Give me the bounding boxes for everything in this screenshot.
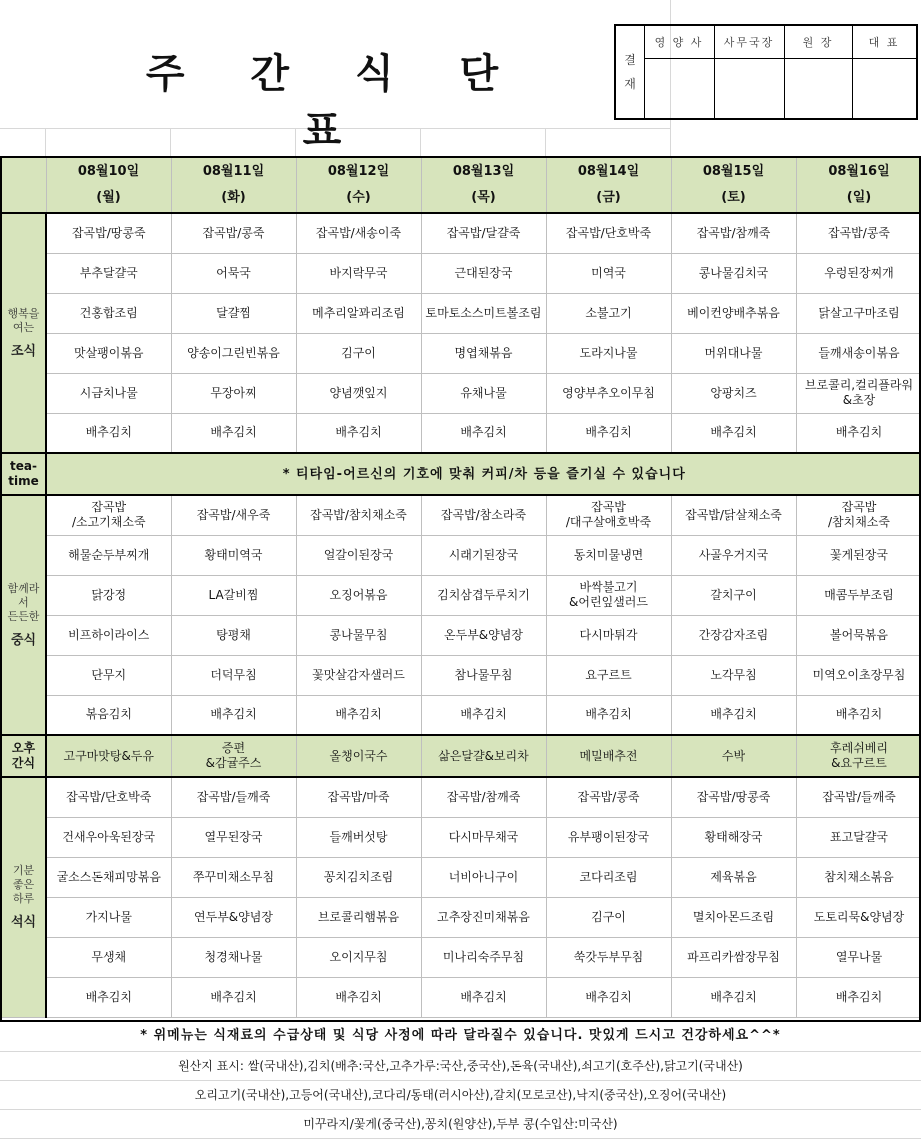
breakfast-menu-item: 배추김치	[546, 413, 671, 453]
table-row	[1, 655, 921, 695]
approval-label: 결 재	[616, 26, 645, 118]
breakfast-menu-item: 배추김치	[296, 413, 421, 453]
breakfast-menu-item: 토마토소스미트볼조림	[421, 293, 546, 333]
breakfast-menu-item: 잡곡밥/콩죽	[171, 213, 296, 253]
lunch-menu-item: 잡곡밥/새우죽	[171, 495, 296, 535]
corner-cell	[1, 157, 46, 213]
breakfast-menu-item: 소불고기	[546, 293, 671, 333]
lunch-menu-item: 배추김치	[421, 695, 546, 735]
dinner-menu-item: 잡곡밥/마죽	[296, 777, 421, 817]
breakfast-menu-item: 시금치나물	[46, 373, 171, 413]
snack-item: 수박	[671, 735, 796, 777]
breakfast-menu-item: 유채나물	[421, 373, 546, 413]
lunch-menu-item: LA갈비찜	[171, 575, 296, 615]
breakfast-menu-item: 미역국	[546, 253, 671, 293]
day-header: 08월10일 (월)	[46, 157, 171, 213]
lunch-menu-item: 잡곡밥/닭살채소죽	[671, 495, 796, 535]
table-row	[1, 695, 921, 735]
snack-item: 증편 &감귤주스	[171, 735, 296, 777]
footer	[0, 1021, 921, 1139]
breakfast-menu-item: 어묵국	[171, 253, 296, 293]
dinner-menu-item: 배추김치	[421, 977, 546, 1017]
breakfast-menu-item: 배추김치	[671, 413, 796, 453]
lunch-menu-item: 닭강정	[46, 575, 171, 615]
table-row	[1, 777, 921, 817]
breakfast-label: 행복을 여는 조식	[1, 213, 46, 453]
lunch-menu-item: 볼어묵볶음	[796, 615, 921, 655]
lunch-menu-item: 탕평채	[171, 615, 296, 655]
dinner-menu-item: 참치채소볶음	[796, 857, 921, 897]
table-row	[1, 495, 921, 535]
table-row	[1, 615, 921, 655]
breakfast-menu-item: 잡곡밥/새송이죽	[296, 213, 421, 253]
snack-item: 삶은달걀&보리차	[421, 735, 546, 777]
snack-item: 메밀배추전	[546, 735, 671, 777]
dinner-menu-item: 연두부&양념장	[171, 897, 296, 937]
dinner-menu-item: 미나리숙주무침	[421, 937, 546, 977]
day-header: 08월11일 (화)	[171, 157, 296, 213]
table-row	[1, 977, 921, 1017]
dinner-label: 기분 좋은 하루 석식	[1, 777, 46, 1017]
dinner-menu-item: 배추김치	[171, 977, 296, 1017]
breakfast-menu-item: 근대된장국	[421, 253, 546, 293]
table-row	[1, 253, 921, 293]
dinner-menu-item: 잡곡밥/땅콩죽	[671, 777, 796, 817]
breakfast-menu-item: 도라지나물	[546, 333, 671, 373]
lunch-menu-item: 갈치구이	[671, 575, 796, 615]
table-row	[1, 157, 921, 213]
dinner-menu-item: 김구이	[546, 897, 671, 937]
dinner-menu-item: 오이지무침	[296, 937, 421, 977]
dinner-menu-item: 잡곡밥/참깨죽	[421, 777, 546, 817]
dinner-menu-item: 건새우아욱된장국	[46, 817, 171, 857]
breakfast-menu-item: 명엽채볶음	[421, 333, 546, 373]
dinner-menu-item: 제육볶음	[671, 857, 796, 897]
dinner-menu-item: 들깨버섯탕	[296, 817, 421, 857]
dinner-menu-item: 표고달걀국	[796, 817, 921, 857]
lunch-menu-item: 배추김치	[546, 695, 671, 735]
approval-signer-ceo: 대 표	[852, 26, 916, 118]
dinner-menu-item: 굴소스돈채피망볶음	[46, 857, 171, 897]
table-row	[1, 857, 921, 897]
breakfast-menu-item: 부추달걀국	[46, 253, 171, 293]
breakfast-menu-item: 콩나물김치국	[671, 253, 796, 293]
breakfast-menu-item: 양송이그린빈볶음	[171, 333, 296, 373]
dinner-menu-item: 배추김치	[546, 977, 671, 1017]
snack-item: 고구마맛탕&두유	[46, 735, 171, 777]
lunch-menu-item: 다시마튀각	[546, 615, 671, 655]
meal-name: 중식	[10, 633, 37, 648]
dinner-menu-item: 잡곡밥/들깨죽	[796, 777, 921, 817]
table-row	[1, 333, 921, 373]
dinner-menu-item: 꽁치김치조림	[296, 857, 421, 897]
tea-time-note: * 티타임-어르신의 기호에 맞춰 커피/차 등을 즐기실 수 있습니다	[46, 453, 921, 495]
page-title: 주 간 식 단 표	[145, 51, 525, 154]
breakfast-menu-item: 잡곡밥/콩죽	[796, 213, 921, 253]
dinner-menu-item: 열무된장국	[171, 817, 296, 857]
table-row	[1, 735, 921, 777]
breakfast-menu-item: 앙팡치즈	[671, 373, 796, 413]
dinner-menu-item: 배추김치	[796, 977, 921, 1017]
dinner-menu-item: 고추장진미채볶음	[421, 897, 546, 937]
snack-item: 후레쉬베리 &요구르트	[796, 735, 921, 777]
dinner-menu-item: 유부팽이된장국	[546, 817, 671, 857]
day-header: 08월15일 (토)	[671, 157, 796, 213]
dinner-menu-item: 멸치아몬드조림	[671, 897, 796, 937]
dinner-menu-item: 잡곡밥/들깨죽	[171, 777, 296, 817]
lunch-menu-item: 해물순두부찌개	[46, 535, 171, 575]
lunch-menu-item: 오징어볶음	[296, 575, 421, 615]
dinner-menu-item: 쑥갓두부무침	[546, 937, 671, 977]
lunch-menu-item: 더덕무침	[171, 655, 296, 695]
origin-line-3: 미꾸라지/꽃게(중국산),꽁치(원양산),두부 콩(수입산:미국산)	[0, 1110, 921, 1139]
lunch-menu-item: 노각무침	[671, 655, 796, 695]
breakfast-menu-item: 배추김치	[421, 413, 546, 453]
breakfast-menu-item: 잡곡밥/단호박죽	[546, 213, 671, 253]
table-row	[1, 413, 921, 453]
breakfast-menu-item: 배추김치	[171, 413, 296, 453]
lunch-menu-item: 배추김치	[671, 695, 796, 735]
breakfast-menu-item: 잡곡밥/땅콩죽	[46, 213, 171, 253]
lunch-menu-item: 온두부&양념장	[421, 615, 546, 655]
day-header: 08월13일 (목)	[421, 157, 546, 213]
table-row	[1, 373, 921, 413]
breakfast-menu-item: 양념깻잎지	[296, 373, 421, 413]
breakfast-menu-item: 잡곡밥/참깨죽	[671, 213, 796, 253]
breakfast-menu-item: 영양부추오이무침	[546, 373, 671, 413]
breakfast-menu-item: 김구이	[296, 333, 421, 373]
table-row	[1, 937, 921, 977]
dinner-menu-item: 황태해장국	[671, 817, 796, 857]
lunch-menu-item: 콩나물무침	[296, 615, 421, 655]
breakfast-menu-item: 배추김치	[796, 413, 921, 453]
footer-note: * 위메뉴는 식재료의 수급상태 및 식당 사정에 따라 달라질수 있습니다. 맛있게 드시고 건강하세요^^*	[0, 1021, 921, 1052]
day-header: 08월14일 (금)	[546, 157, 671, 213]
breakfast-menu-item: 배추김치	[46, 413, 171, 453]
breakfast-menu-item: 베이컨양배추볶음	[671, 293, 796, 333]
meal-name: 석식	[10, 915, 37, 931]
breakfast-menu-item: 맛살팽이볶음	[46, 333, 171, 373]
lunch-menu-item: 배추김치	[296, 695, 421, 735]
lunch-menu-item: 얼갈이된장국	[296, 535, 421, 575]
breakfast-menu-item: 건홍합조림	[46, 293, 171, 333]
lunch-menu-item: 비프하이라이스	[46, 615, 171, 655]
breakfast-menu-item: 무장아찌	[171, 373, 296, 413]
origin-line-2: 오리고기(국내산),고등어(국내산),코다리/동태(러시아산),갈치(모로코산),낙지(중국산),오징어(국내산)	[0, 1081, 921, 1110]
breakfast-menu-item: 바지락무국	[296, 253, 421, 293]
lunch-menu-item: 요구르트	[546, 655, 671, 695]
dinner-menu-item: 잡곡밥/단호박죽	[46, 777, 171, 817]
dinner-menu-item: 너비아니구이	[421, 857, 546, 897]
approval-signer-director: 원 장	[784, 26, 853, 118]
lunch-menu-item: 사골우거지국	[671, 535, 796, 575]
approval-signer-nutritionist: 영 양 사	[644, 26, 715, 118]
dinner-menu-item: 가지나물	[46, 897, 171, 937]
table-row	[1, 535, 921, 575]
snack-label: 오후 간식	[1, 735, 46, 777]
breakfast-menu-item: 우렁된장찌개	[796, 253, 921, 293]
breakfast-menu-item: 닭살고구마조림	[796, 293, 921, 333]
dinner-menu-item: 코다리조림	[546, 857, 671, 897]
lunch-menu-item: 바싹불고기 &어린잎샐러드	[546, 575, 671, 615]
lunch-menu-item: 잡곡밥 /대구살애호박죽	[546, 495, 671, 535]
lunch-menu-item: 황태미역국	[171, 535, 296, 575]
lunch-menu-item: 김치삼겹두루치기	[421, 575, 546, 615]
lunch-menu-item: 잡곡밥 /소고기채소죽	[46, 495, 171, 535]
lunch-menu-item: 간장감자조림	[671, 615, 796, 655]
lunch-menu-item: 잡곡밥/참치채소죽	[296, 495, 421, 535]
breakfast-menu-item: 들깨새송이볶음	[796, 333, 921, 373]
lunch-menu-item: 시래기된장국	[421, 535, 546, 575]
meal-name: 조식	[10, 344, 37, 359]
breakfast-menu-item: 잡곡밥/달걀죽	[421, 213, 546, 253]
table-row	[1, 453, 921, 495]
table-row	[1, 897, 921, 937]
lunch-menu-item: 배추김치	[796, 695, 921, 735]
origin-line-1: 원산지 표시: 쌀(국내산),김치(배추:국산,고추가루:국산,중국산),돈육(국내산),쇠고기(호주산),닭고기(국내산)	[0, 1052, 921, 1081]
table-row	[1, 293, 921, 333]
dinner-menu-item: 배추김치	[46, 977, 171, 1017]
lunch-menu-item: 동치미물냉면	[546, 535, 671, 575]
dinner-menu-item: 배추김치	[671, 977, 796, 1017]
breakfast-menu-item: 머위대나물	[671, 333, 796, 373]
dinner-menu-item: 무생채	[46, 937, 171, 977]
dinner-menu-item: 잡곡밥/콩죽	[546, 777, 671, 817]
lunch-menu-item: 꽃맛살감자샐러드	[296, 655, 421, 695]
approval-box	[614, 24, 918, 120]
dinner-menu-item: 다시마무채국	[421, 817, 546, 857]
lunch-menu-item: 매콤두부조림	[796, 575, 921, 615]
dinner-menu-item: 쭈꾸미채소무침	[171, 857, 296, 897]
weekly-menu-table	[0, 156, 921, 1018]
day-header: 08월12일 (수)	[296, 157, 421, 213]
breakfast-menu-item: 달걀찜	[171, 293, 296, 333]
dinner-menu-item: 브로콜리햄볶음	[296, 897, 421, 937]
lunch-menu-item: 볶음김치	[46, 695, 171, 735]
dinner-menu-item: 도토리묵&양념장	[796, 897, 921, 937]
table-row	[1, 817, 921, 857]
dinner-menu-item: 배추김치	[296, 977, 421, 1017]
dinner-menu-item: 파프리카쌈장무침	[671, 937, 796, 977]
lunch-menu-item: 잡곡밥/참소라죽	[421, 495, 546, 535]
table-row	[1, 213, 921, 253]
dinner-menu-item: 청경채나물	[171, 937, 296, 977]
lunch-menu-item: 미역오이초장무침	[796, 655, 921, 695]
dinner-menu-item: 열무나물	[796, 937, 921, 977]
breakfast-menu-item: 브로콜리,컬리플라워 &초장	[796, 373, 921, 413]
tea-time-label: tea- time	[1, 453, 46, 495]
breakfast-menu-item: 메추리알꽈리조림	[296, 293, 421, 333]
approval-signer-office-manager: 사무국장	[714, 26, 785, 118]
snack-item: 올챙이국수	[296, 735, 421, 777]
lunch-menu-item: 꽃게된장국	[796, 535, 921, 575]
lunch-menu-item: 참나물무침	[421, 655, 546, 695]
day-header: 08월16일 (일)	[796, 157, 921, 213]
lunch-label: 함께라 서 든든한 중식	[1, 495, 46, 735]
lunch-menu-item: 잡곡밥 /참치채소죽	[796, 495, 921, 535]
table-row	[1, 575, 921, 615]
lunch-menu-item: 단무지	[46, 655, 171, 695]
lunch-menu-item: 배추김치	[171, 695, 296, 735]
